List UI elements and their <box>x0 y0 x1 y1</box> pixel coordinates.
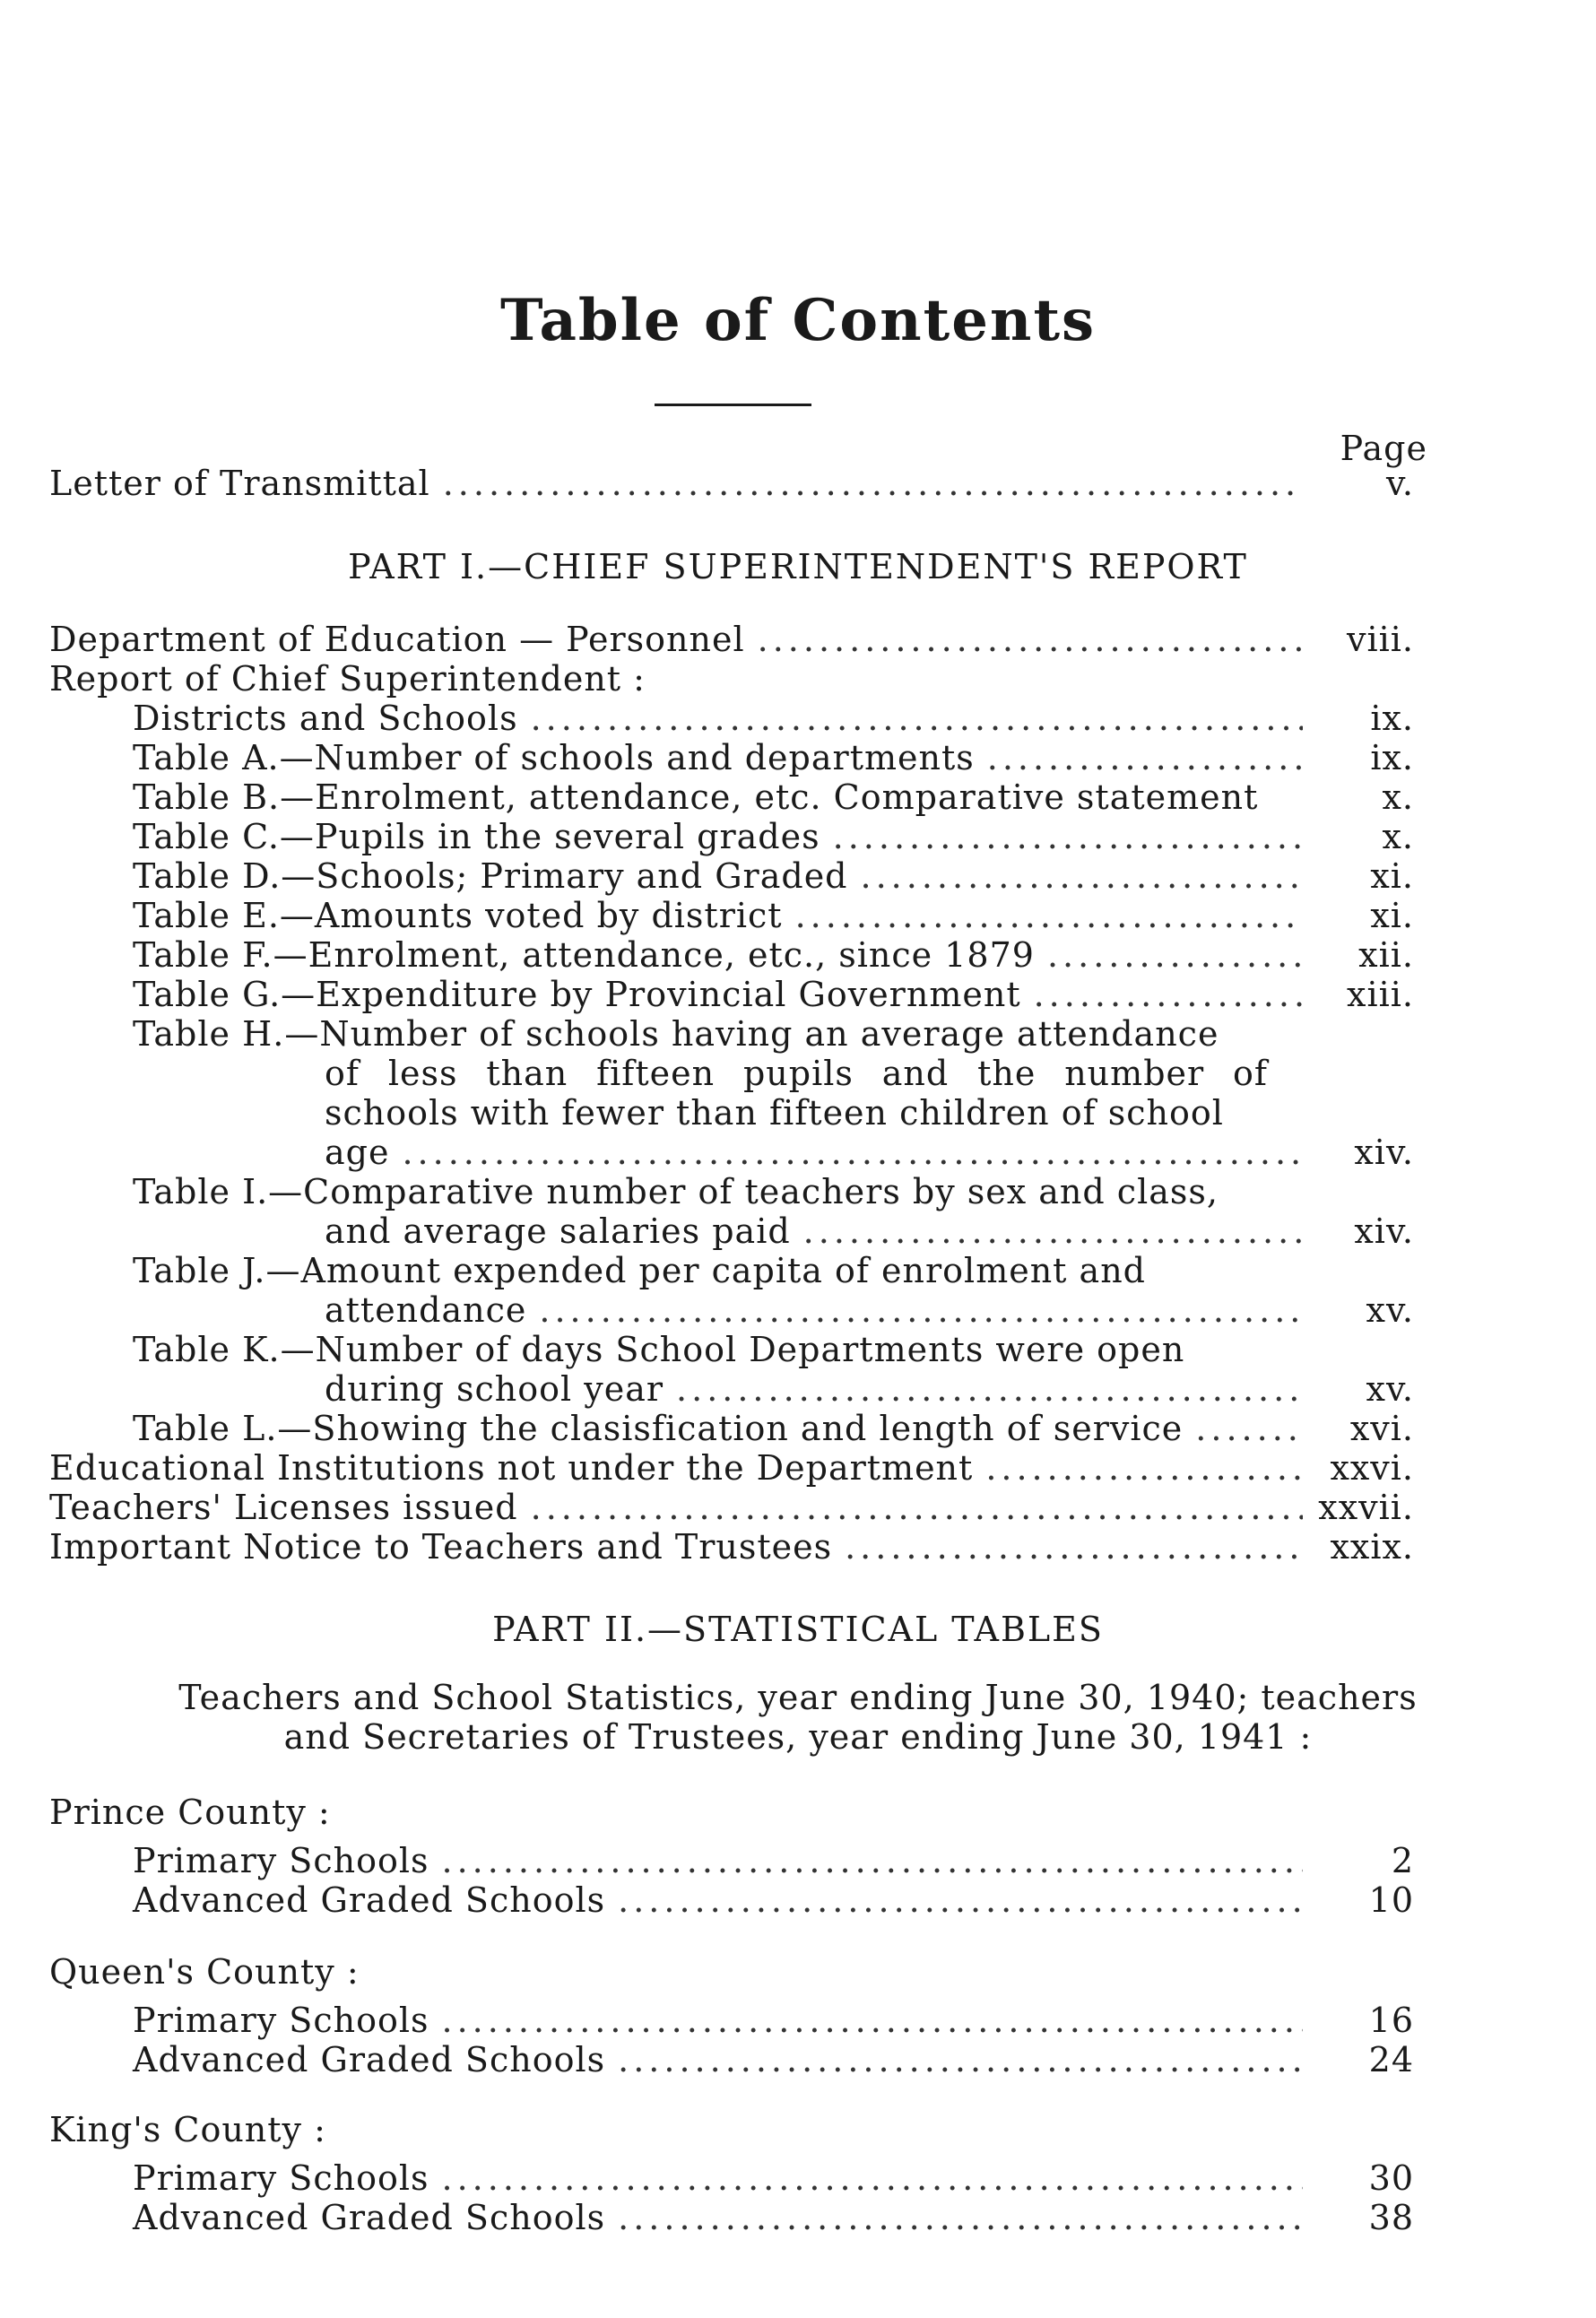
toc-entry: Table F.—Enrolment, attendance, etc., since 1879 ..... xii. <box>133 934 1414 976</box>
toc-entry: Table C.—Pupils in the several grades ..... x. <box>133 816 1414 857</box>
toc-entry-table-j-line1: Table J.—Amount expended per capita of enrolment and <box>133 1251 1146 1290</box>
toc-entry: Table A.—Number of schools and departments ..... ix. <box>133 737 1414 778</box>
toc-entry-educational: Educational Institutions not under the Department ..... xxvi. <box>49 1447 1414 1489</box>
part1-heading: PART I.—CHIEF SUPERINTENDENT'S REPORT <box>348 547 1248 586</box>
toc-entry-primary: Primary Schools ..... 2 <box>133 1840 1414 1881</box>
toc-entry: Table G.—Expenditure by Provincial Government ..... xiii. <box>133 974 1414 1015</box>
toc-entry-table-h-line1: Table H.—Number of schools having an average attendance <box>133 1014 1219 1054</box>
toc-entry-table-h-line3: schools with fewer than fifteen children of school <box>325 1093 1224 1133</box>
toc-entry-advanced: Advanced Graded Schools ..... 10 <box>133 1880 1414 1921</box>
toc-entry-table-l: Table L.—Showing the clasisfication and length of service ..... xvi. <box>133 1408 1414 1449</box>
toc-entry-table-k-line1: Table K.—Number of days School Departments were open <box>133 1330 1185 1369</box>
toc-entry-personnel: Department of Education — Personnel ..... viii. <box>49 619 1414 660</box>
toc-entry-table-i-line2: and average salaries paid ..... xiv. <box>325 1211 1414 1252</box>
toc-entry-primary: Primary Schools ..... 30 <box>133 2157 1414 2199</box>
page-title: Table of Contents <box>499 287 1097 354</box>
part2-heading: PART II.—STATISTICAL TABLES <box>492 1610 1104 1649</box>
toc-entry: Table D.—Schools; Primary and Graded ..... xi. <box>133 855 1414 897</box>
toc-entry: Districts and Schools ..... ix. <box>133 698 1414 739</box>
part2-note-line1: Teachers and School Statistics, year ending June 30, 1940; teachers <box>178 1678 1418 1717</box>
title-divider <box>655 404 811 406</box>
toc-entry-table-h-line4: age ..... xiv. <box>325 1132 1414 1173</box>
toc-entry-notice: Important Notice to Teachers and Trustees ..... xxix. <box>49 1526 1414 1567</box>
report-heading: Report of Chief Superintendent : <box>49 659 646 699</box>
toc-entry-table-j-line2: attendance ..... xv. <box>325 1289 1414 1331</box>
toc-entry-advanced: Advanced Graded Schools ..... 38 <box>133 2197 1414 2238</box>
toc-entry-table-k-line2: during school year ..... xv. <box>325 1368 1414 1410</box>
county-heading: King's County : <box>49 2110 326 2149</box>
toc-entry-table-h-line2: of less than fifteen pupils and the number of <box>325 1054 1268 1093</box>
toc-entry-table-i-line1: Table I.—Comparative number of teachers by sex and class, <box>133 1172 1219 1211</box>
county-heading: Queen's County : <box>49 1952 360 1992</box>
part2-note-line2: and Secretaries of Trustees, year ending June 30, 1941 : <box>283 1717 1313 1757</box>
toc-entry-advanced: Advanced Graded Schools ..... 24 <box>133 2039 1414 2080</box>
toc-entry: Table E.—Amounts voted by district ..... xi. <box>133 895 1414 936</box>
toc-entry-primary: Primary Schools ..... 16 <box>133 2000 1414 2041</box>
page-column-header: Page <box>1340 429 1427 468</box>
toc-entry-transmittal: Letter of Transmittal ..... v. <box>49 463 1414 504</box>
toc-entry: Table B.—Enrolment, attendance, etc. Comparative statement x. <box>133 777 1414 817</box>
toc-entry-licenses: Teachers' Licenses issued ..... xxvii. <box>49 1487 1414 1528</box>
county-heading: Prince County : <box>49 1793 331 1832</box>
